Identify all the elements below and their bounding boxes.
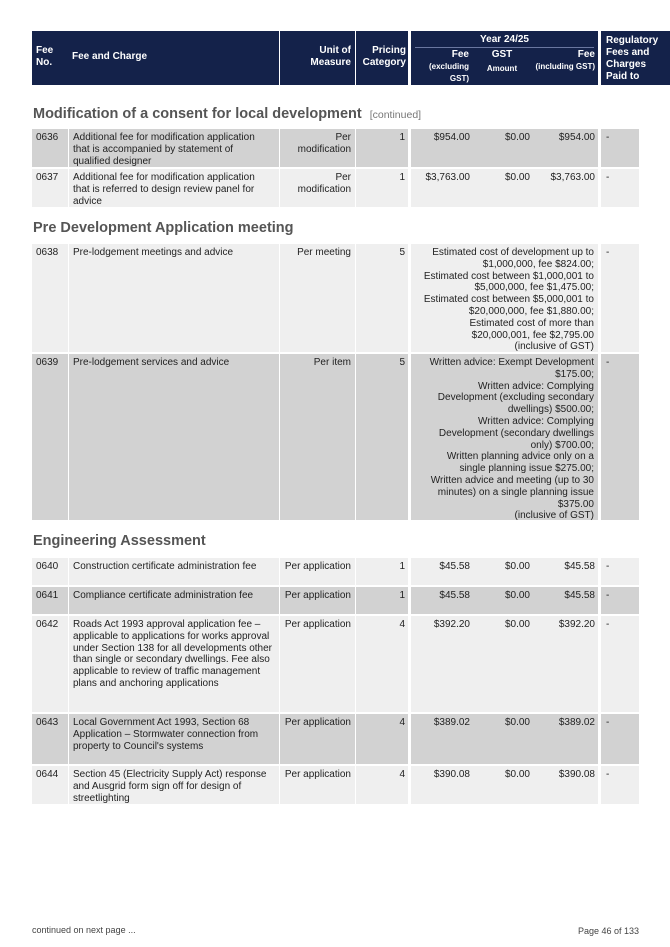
section-title [33,106,639,122]
header-fee-no: Fee No. [32,31,68,85]
header-fee-excl-sub: (excluding GST) [428,62,469,83]
fee-description: Additional fee for modification application that is referred to design review panel for advice [69,169,279,207]
section-title-text: Engineering Assessment [33,533,206,549]
fee-text-line: Written advice and meeting (up to 30 [430,474,594,486]
fee-incl-gst: $390.08 [533,766,598,804]
table-row [32,616,639,712]
fee-excl-gst: $45.58 [411,558,473,585]
fee-number: 0637 [32,169,68,207]
header-fee-incl [535,49,595,73]
header-year: Year 24/25 [480,34,529,45]
gst-amount: $0.00 [473,766,533,804]
section-title-text: Modification of a consent for local development [33,106,362,122]
header-regulatory-label: Regulatory Fees and Charges Paid to [606,35,659,82]
header-year-group [411,31,598,85]
fee-text-line: Development (excluding secondary [437,392,594,404]
page-number: Page 46 of 133 [577,926,639,936]
pricing-category: 1 [356,558,408,585]
pricing-category: 4 [356,766,408,804]
fee-incl-gst: $3,763.00 [533,169,598,207]
unit-of-measure: Per application [280,766,355,804]
gst-amount: $0.00 [473,169,533,207]
fee-incl-gst: $389.02 [533,714,598,764]
pricing-category: 5 [356,354,408,520]
unit-of-measure: Per application [280,714,355,764]
fee-text-line: only) $700.00; [530,439,594,451]
fee-text-line: single planning issue $275.00; [459,463,594,475]
fee-incl-gst: $45.58 [533,558,598,585]
fee-number: 0639 [32,354,68,520]
fee-text-block [411,354,598,520]
regulatory-paid-to: - [601,587,639,614]
pricing-category: 4 [356,714,408,764]
header-fee-excl [411,49,469,85]
pricing-category: 4 [356,616,408,712]
fee-number: 0636 [32,129,68,167]
pricing-category: 1 [356,129,408,167]
section-title [33,220,639,236]
gst-amount: $0.00 [473,587,533,614]
table-row [32,244,639,352]
regulatory-paid-to: - [601,169,639,207]
fee-description: Compliance certificate administration fee [69,587,279,614]
fee-description: Roads Act 1993 approval application fee – applicable to applications for works approval under Section 138 for all developments other than single or secondary dwellings. Fee also applicable to review of traffic management plans and anchoring applications [69,616,279,712]
fee-description: Pre-lodgement services and advice [69,354,279,520]
fee-text-line: $375.00 [557,498,594,510]
unit-of-measure: Per item [280,354,355,520]
continued-note: continued on next page ... [32,925,136,935]
gst-amount: $0.00 [473,616,533,712]
fee-text-line: dwellings) $500.00; [507,404,594,416]
header-unit-of-measure: Unit of Measure [280,31,355,85]
pricing-category: 1 [356,587,408,614]
fee-text-line: $20,000,001, fee $2,795.00 [471,329,594,341]
fee-text-line: Estimated cost between $5,000,001 to [423,294,594,306]
pricing-category: 5 [356,244,408,352]
table-row [32,558,639,585]
header-gst-sub: Amount [486,64,518,73]
section-title [33,533,639,549]
fee-description: Section 45 (Electricity Supply Act) response and Ausgrid form sign off for design of streetlighting [69,766,279,804]
regulatory-paid-to: - [601,558,639,585]
fee-description: Pre-lodgement meetings and advice [69,244,279,352]
fee-description: Additional fee for modification application that is accompanied by statement of qualified designer [69,129,279,167]
regulatory-paid-to: - [601,766,639,804]
fee-number: 0644 [32,766,68,804]
unit-of-measure: Per application [280,616,355,712]
fee-number: 0638 [32,244,68,352]
table-row [32,766,639,804]
table-row [32,714,639,764]
fee-number: 0641 [32,587,68,614]
fee-text-line: Written advice: Exempt Development [429,357,594,368]
fee-text-line: $1,000,000, fee $824.00; [482,258,594,270]
regulatory-paid-to: - [601,616,639,712]
pricing-category: 1 [356,169,408,207]
table-row [32,354,639,520]
regulatory-paid-to: - [601,354,639,520]
section-continued-label: [continued] [369,109,422,121]
unit-of-measure: Per application [280,558,355,585]
fee-excl-gst: $3,763.00 [411,169,473,207]
header-gst-label: GST [491,49,513,60]
gst-amount: $0.00 [473,129,533,167]
fee-text-line: minutes) on a single planning issue [437,486,594,498]
header-divider [415,47,594,48]
header-fee-incl-label: Fee [577,49,595,60]
fee-description: Local Government Act 1993, Section 68 Application – Stormwater connection from property to Council's systems [69,714,279,764]
header-pricing-category: Pricing Category [356,31,408,85]
header-regulatory [601,31,670,85]
fee-excl-gst: $45.58 [411,587,473,614]
fee-incl-gst: $392.20 [533,616,598,712]
table-header [32,31,659,85]
fee-number: 0642 [32,616,68,712]
fee-text-line: Estimated cost between $1,000,001 to [423,270,594,282]
fee-text-block [411,244,598,352]
fee-text-line: $175.00; [555,368,594,380]
unit-of-measure: Per modification [280,169,355,207]
fee-number: 0640 [32,558,68,585]
fee-text-line: Estimated cost of more than [469,317,594,329]
fee-text-line: Written advice: Complying [478,415,594,427]
fee-text-line: Written planning advice only on a [446,451,594,463]
fee-text-line: Development (secondary dwellings [438,427,594,439]
fee-description: Construction certificate administration fee [69,558,279,585]
fee-excl-gst: $390.08 [411,766,473,804]
unit-of-measure: Per application [280,587,355,614]
fee-excl-gst: $389.02 [411,714,473,764]
fee-text-line: (inclusive of GST) [514,341,594,353]
fee-incl-gst: $45.58 [533,587,598,614]
fee-excl-gst: $954.00 [411,129,473,167]
header-gst [473,49,531,75]
regulatory-paid-to: - [601,244,639,352]
fee-schedule-page [32,31,659,804]
header-fee-excl-label: Fee [451,49,469,60]
table-row [32,129,639,167]
gst-amount: $0.00 [473,558,533,585]
regulatory-paid-to: - [601,129,639,167]
header-fee-incl-sub: (including GST) [535,62,595,71]
fee-incl-gst: $954.00 [533,129,598,167]
unit-of-measure: Per meeting [280,244,355,352]
header-fee-and-charge: Fee and Charge [68,31,279,85]
gst-amount: $0.00 [473,714,533,764]
fee-text-line: Written advice: Complying [478,380,594,392]
fee-excl-gst: $392.20 [411,616,473,712]
fee-text-line: Estimated cost of development up to [432,247,594,258]
fee-text-line: $5,000,000, fee $1,475.00; [474,282,594,294]
fee-number: 0643 [32,714,68,764]
section-title-text: Pre Development Application meeting [33,220,294,236]
table-row [32,169,639,207]
table-row [32,587,639,614]
regulatory-paid-to: - [601,714,639,764]
fee-text-line: $20,000,000, fee $1,880.00; [468,305,594,317]
fee-text-line: (inclusive of GST) [514,510,594,522]
unit-of-measure: Per modification [280,129,355,167]
